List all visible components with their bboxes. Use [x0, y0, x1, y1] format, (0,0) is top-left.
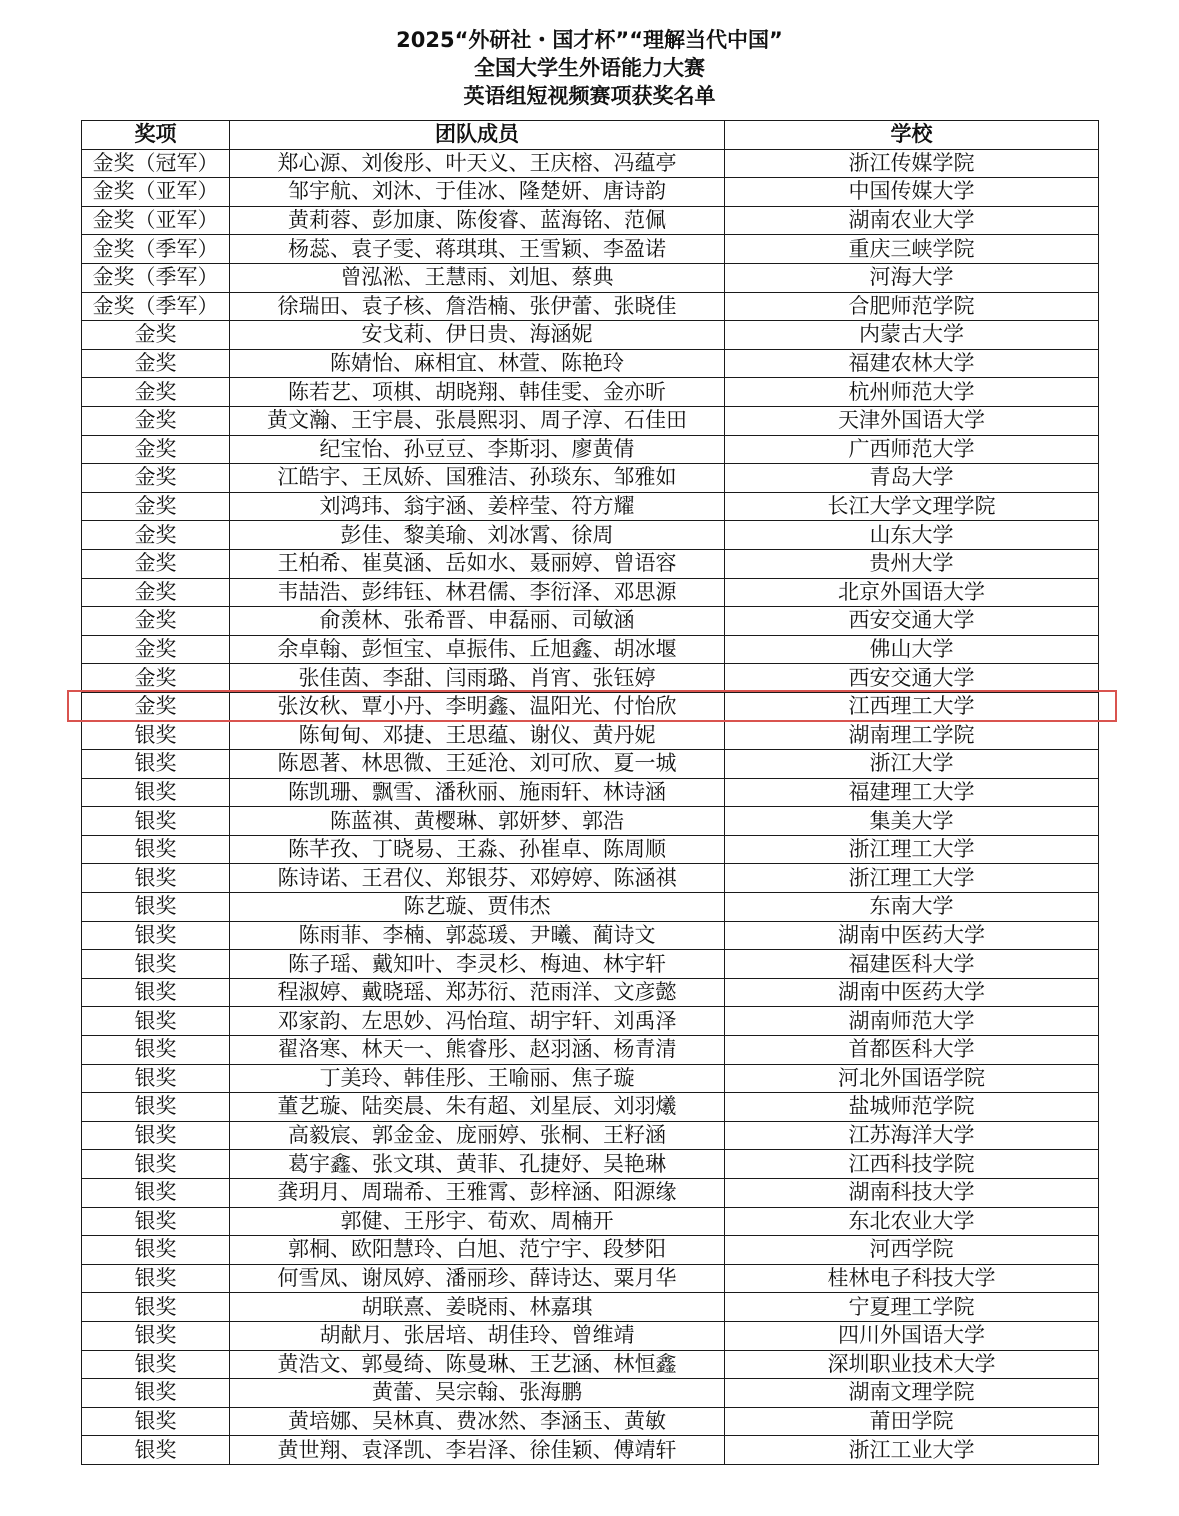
table-row [82, 1379, 1099, 1408]
cell-school: 河北外国语学院 [725, 1064, 1099, 1093]
cell-team-members: 邓家韵、左思妙、冯怡瑄、胡宇轩、刘禹泽 [230, 1007, 725, 1036]
cell-team-members: 俞羡林、张希晋、申磊丽、司敏涵 [230, 607, 725, 636]
table-row [82, 149, 1099, 178]
table-row [82, 893, 1099, 922]
cell-award: 金奖 [82, 607, 230, 636]
cell-award: 金奖 [82, 578, 230, 607]
cell-team-members: 胡联熹、姜晓雨、林嘉琪 [230, 1293, 725, 1322]
cell-team-members: 王柏希、崔莫涵、岳如水、聂丽婷、曾语容 [230, 549, 725, 578]
cell-school: 江苏海洋大学 [725, 1121, 1099, 1150]
cell-award: 银奖 [82, 1178, 230, 1207]
cell-award: 银奖 [82, 893, 230, 922]
cell-team-members: 陈诗诺、王君仪、郑银芬、邓婷婷、陈涵祺 [230, 864, 725, 893]
table-row [82, 235, 1099, 264]
cell-award: 银奖 [82, 950, 230, 979]
table-row [82, 1150, 1099, 1179]
table-row [82, 635, 1099, 664]
cell-team-members: 彭佳、黎美瑜、刘冰霄、徐周 [230, 521, 725, 550]
cell-award: 银奖 [82, 1236, 230, 1265]
cell-team-members: 郭健、王彤宇、荀欢、周楠开 [230, 1207, 725, 1236]
cell-team-members: 陈凯珊、飘雪、潘秋丽、施雨轩、林诗涵 [230, 778, 725, 807]
cell-school: 河西学院 [725, 1236, 1099, 1265]
cell-team-members: 郑心源、刘俊彤、叶天义、王庆榕、冯蕴亭 [230, 149, 725, 178]
cell-school: 天津外国语大学 [725, 406, 1099, 435]
cell-team-members: 董艺璇、陆奕晨、朱有超、刘星辰、刘羽爔 [230, 1093, 725, 1122]
cell-school: 福建理工大学 [725, 778, 1099, 807]
cell-school: 重庆三峡学院 [725, 235, 1099, 264]
cell-award: 银奖 [82, 778, 230, 807]
table-row [82, 607, 1099, 636]
table-row [82, 921, 1099, 950]
document-title-line1: 2025“外研社・国才杯”“理解当代中国” [396, 28, 783, 52]
cell-team-members: 黄世翔、袁泽凯、李岩泽、徐佳颖、傅靖轩 [230, 1436, 725, 1465]
cell-school: 浙江大学 [725, 750, 1099, 779]
header-school: 学校 [725, 121, 1099, 150]
cell-team-members: 陈艺璇、贾伟杰 [230, 893, 725, 922]
cell-team-members: 黄蕾、吴宗翰、张海鹏 [230, 1379, 725, 1408]
cell-award: 银奖 [82, 1350, 230, 1379]
cell-school: 湖南科技大学 [725, 1178, 1099, 1207]
cell-award: 银奖 [82, 1007, 230, 1036]
cell-award: 银奖 [82, 807, 230, 836]
table-row [82, 1064, 1099, 1093]
cell-award: 银奖 [82, 1064, 230, 1093]
cell-school: 西安交通大学 [725, 607, 1099, 636]
table-row [82, 1436, 1099, 1465]
cell-team-members: 曾泓淞、王慧雨、刘旭、蔡典 [230, 263, 725, 292]
cell-team-members: 陈若艺、项棋、胡晓翔、韩佳雯、金亦昕 [230, 378, 725, 407]
cell-award: 银奖 [82, 1379, 230, 1408]
cell-award: 银奖 [82, 978, 230, 1007]
table-row [82, 1007, 1099, 1036]
table-row [82, 864, 1099, 893]
cell-school: 佛山大学 [725, 635, 1099, 664]
cell-school: 贵州大学 [725, 549, 1099, 578]
cell-award: 金奖 [82, 635, 230, 664]
header-team-members: 团队成员 [230, 121, 725, 150]
cell-award: 金奖 [82, 349, 230, 378]
table-row [82, 1121, 1099, 1150]
table-row [82, 1207, 1099, 1236]
cell-team-members: 黄浩文、郭曼绮、陈曼琳、王艺涵、林恒鑫 [230, 1350, 725, 1379]
cell-school: 西安交通大学 [725, 664, 1099, 693]
cell-school: 浙江理工大学 [725, 835, 1099, 864]
cell-award: 银奖 [82, 1036, 230, 1065]
cell-award: 银奖 [82, 921, 230, 950]
cell-award: 金奖 [82, 549, 230, 578]
table-row [82, 1093, 1099, 1122]
cell-award: 金奖 [82, 464, 230, 493]
table-row [82, 1264, 1099, 1293]
cell-award: 金奖（亚军） [82, 178, 230, 207]
table-row [82, 378, 1099, 407]
header-award: 奖项 [82, 121, 230, 150]
cell-award: 金奖（季军） [82, 292, 230, 321]
cell-team-members: 陈恩著、林思微、王延沧、刘可欣、夏一城 [230, 750, 725, 779]
cell-school: 中国传媒大学 [725, 178, 1099, 207]
cell-team-members: 陈蓝祺、黄樱琳、郭妍梦、郭浩 [230, 807, 725, 836]
table-row [82, 292, 1099, 321]
cell-team-members: 丁美玲、韩佳彤、王喻丽、焦子璇 [230, 1064, 725, 1093]
cell-school: 莆田学院 [725, 1407, 1099, 1436]
cell-team-members: 陈甸甸、邓捷、王思蕴、谢仪、黄丹妮 [230, 721, 725, 750]
cell-team-members: 郭桐、欧阳慧玲、白旭、范宁宇、段梦阳 [230, 1236, 725, 1265]
cell-team-members: 邹宇航、刘沐、于佳冰、隆楚妍、唐诗韵 [230, 178, 725, 207]
cell-school: 宁夏理工学院 [725, 1293, 1099, 1322]
cell-team-members: 陈雨菲、李楠、郭蕊瑗、尹曦、蔺诗文 [230, 921, 725, 950]
cell-award: 银奖 [82, 1407, 230, 1436]
table-row [82, 1036, 1099, 1065]
cell-school: 四川外国语大学 [725, 1321, 1099, 1350]
table-row [82, 692, 1099, 721]
cell-award: 金奖（冠军） [82, 149, 230, 178]
cell-school: 江西理工大学 [725, 692, 1099, 721]
cell-school: 东南大学 [725, 893, 1099, 922]
cell-team-members: 韦喆浩、彭纬钰、林君儒、李衍泽、邓思源 [230, 578, 725, 607]
cell-school: 湖南理工学院 [725, 721, 1099, 750]
cell-award: 金奖 [82, 664, 230, 693]
cell-school: 深圳职业技术大学 [725, 1350, 1099, 1379]
table-header [82, 121, 1099, 150]
cell-team-members: 陈芊孜、丁晓易、王淼、孙崔卓、陈周顺 [230, 835, 725, 864]
cell-award: 金奖 [82, 321, 230, 350]
cell-award: 银奖 [82, 1293, 230, 1322]
cell-award: 银奖 [82, 1321, 230, 1350]
table-row [82, 349, 1099, 378]
cell-award: 金奖 [82, 435, 230, 464]
table-row [82, 1236, 1099, 1265]
cell-school: 东北农业大学 [725, 1207, 1099, 1236]
table-row [82, 435, 1099, 464]
cell-school: 广西师范大学 [725, 435, 1099, 464]
cell-award: 银奖 [82, 864, 230, 893]
cell-team-members: 杨蕊、袁子雯、蒋琪琪、王雪颖、李盈诺 [230, 235, 725, 264]
document-title-line2: 全国大学生外语能力大赛 [474, 56, 705, 80]
cell-team-members: 陈子瑶、戴知叶、李灵杉、梅迪、林宇轩 [230, 950, 725, 979]
cell-team-members: 高毅宸、郭金金、庞丽婷、张桐、王籽涵 [230, 1121, 725, 1150]
table-row [82, 1293, 1099, 1322]
table-row [82, 1350, 1099, 1379]
cell-team-members: 程淑婷、戴晓瑶、郑苏衍、范雨洋、文彦懿 [230, 978, 725, 1007]
cell-award: 金奖 [82, 378, 230, 407]
cell-school: 湖南中医药大学 [725, 978, 1099, 1007]
table-row [82, 1407, 1099, 1436]
cell-school: 盐城师范学院 [725, 1093, 1099, 1122]
table-row [82, 1321, 1099, 1350]
cell-award: 金奖（季军） [82, 263, 230, 292]
cell-award: 金奖 [82, 521, 230, 550]
cell-school: 浙江传媒学院 [725, 149, 1099, 178]
table-row [82, 549, 1099, 578]
table-row [82, 1178, 1099, 1207]
cell-school: 桂林电子科技大学 [725, 1264, 1099, 1293]
cell-team-members: 徐瑞田、袁子核、詹浩楠、张伊蕾、张晓佳 [230, 292, 725, 321]
cell-team-members: 黄培娜、吴林真、费冰然、李涵玉、黄敏 [230, 1407, 725, 1436]
cell-school: 湖南中医药大学 [725, 921, 1099, 950]
cell-school: 合肥师范学院 [725, 292, 1099, 321]
cell-award: 银奖 [82, 1150, 230, 1179]
cell-team-members: 黄文瀚、王宇晨、张晨熙羽、周子淳、石佳田 [230, 406, 725, 435]
cell-school: 河海大学 [725, 263, 1099, 292]
cell-award: 银奖 [82, 721, 230, 750]
cell-school: 浙江理工大学 [725, 864, 1099, 893]
cell-school: 江西科技学院 [725, 1150, 1099, 1179]
table-row [82, 178, 1099, 207]
table-row [82, 835, 1099, 864]
cell-school: 湖南师范大学 [725, 1007, 1099, 1036]
cell-award: 金奖（季军） [82, 235, 230, 264]
cell-school: 首都医科大学 [725, 1036, 1099, 1065]
cell-award: 银奖 [82, 1264, 230, 1293]
cell-award: 金奖 [82, 492, 230, 521]
cell-team-members: 张汝秋、覃小丹、李明鑫、温阳光、付怡欣 [230, 692, 725, 721]
cell-team-members: 黄莉蓉、彭加康、陈俊睿、蓝海铭、范佩 [230, 206, 725, 235]
awards-table [81, 120, 1099, 1465]
cell-school: 青岛大学 [725, 464, 1099, 493]
table-row [82, 521, 1099, 550]
cell-team-members: 江皓宇、王凤娇、国雅洁、孙琰东、邹雅如 [230, 464, 725, 493]
cell-award: 银奖 [82, 1207, 230, 1236]
cell-team-members: 葛宇鑫、张文琪、黄菲、孔捷妤、吴艳琳 [230, 1150, 725, 1179]
cell-school: 福建医科大学 [725, 950, 1099, 979]
cell-team-members: 陈婧怡、麻相宜、林萱、陈艳玲 [230, 349, 725, 378]
cell-team-members: 刘鸿玮、翁宇涵、姜梓莹、符方耀 [230, 492, 725, 521]
table-row [82, 807, 1099, 836]
header-row [82, 121, 1099, 150]
cell-team-members: 张佳茵、李甜、闫雨璐、肖宵、张钰婷 [230, 664, 725, 693]
cell-team-members: 龚玥月、周瑞希、王雅霄、彭梓涵、阳源缘 [230, 1178, 725, 1207]
cell-school: 浙江工业大学 [725, 1436, 1099, 1465]
cell-team-members: 何雪凤、谢凤婷、潘丽珍、薛诗达、粟月华 [230, 1264, 725, 1293]
cell-team-members: 翟洛寒、林天一、熊睿彤、赵羽涵、杨青清 [230, 1036, 725, 1065]
cell-school: 湖南文理学院 [725, 1379, 1099, 1408]
table-row [82, 778, 1099, 807]
cell-school: 杭州师范大学 [725, 378, 1099, 407]
cell-school: 北京外国语大学 [725, 578, 1099, 607]
cell-team-members: 纪宝怡、孙豆豆、李斯羽、廖黄倩 [230, 435, 725, 464]
table-row [82, 664, 1099, 693]
table-row [82, 750, 1099, 779]
document-title-line3: 英语组短视频赛项获奖名单 [463, 84, 716, 108]
cell-award: 金奖 [82, 692, 230, 721]
cell-team-members: 余卓翰、彭恒宝、卓振伟、丘旭鑫、胡冰堰 [230, 635, 725, 664]
cell-team-members: 胡献月、张居培、胡佳玲、曾维靖 [230, 1321, 725, 1350]
table-row [82, 578, 1099, 607]
cell-school: 山东大学 [725, 521, 1099, 550]
table-row [82, 263, 1099, 292]
table-row [82, 721, 1099, 750]
cell-award: 银奖 [82, 1121, 230, 1150]
cell-award: 金奖（亚军） [82, 206, 230, 235]
cell-school: 湖南农业大学 [725, 206, 1099, 235]
table-body [82, 149, 1099, 1464]
cell-award: 银奖 [82, 750, 230, 779]
cell-award: 银奖 [82, 835, 230, 864]
table-row [82, 492, 1099, 521]
table-row [82, 978, 1099, 1007]
cell-team-members: 安戈莉、伊日贵、海涵妮 [230, 321, 725, 350]
cell-school: 长江大学文理学院 [725, 492, 1099, 521]
cell-award: 银奖 [82, 1436, 230, 1465]
table-row [82, 206, 1099, 235]
table-row [82, 406, 1099, 435]
cell-school: 福建农林大学 [725, 349, 1099, 378]
cell-school: 集美大学 [725, 807, 1099, 836]
table-row [82, 321, 1099, 350]
table-row [82, 464, 1099, 493]
cell-school: 内蒙古大学 [725, 321, 1099, 350]
table-row [82, 950, 1099, 979]
cell-award: 金奖 [82, 406, 230, 435]
cell-award: 银奖 [82, 1093, 230, 1122]
